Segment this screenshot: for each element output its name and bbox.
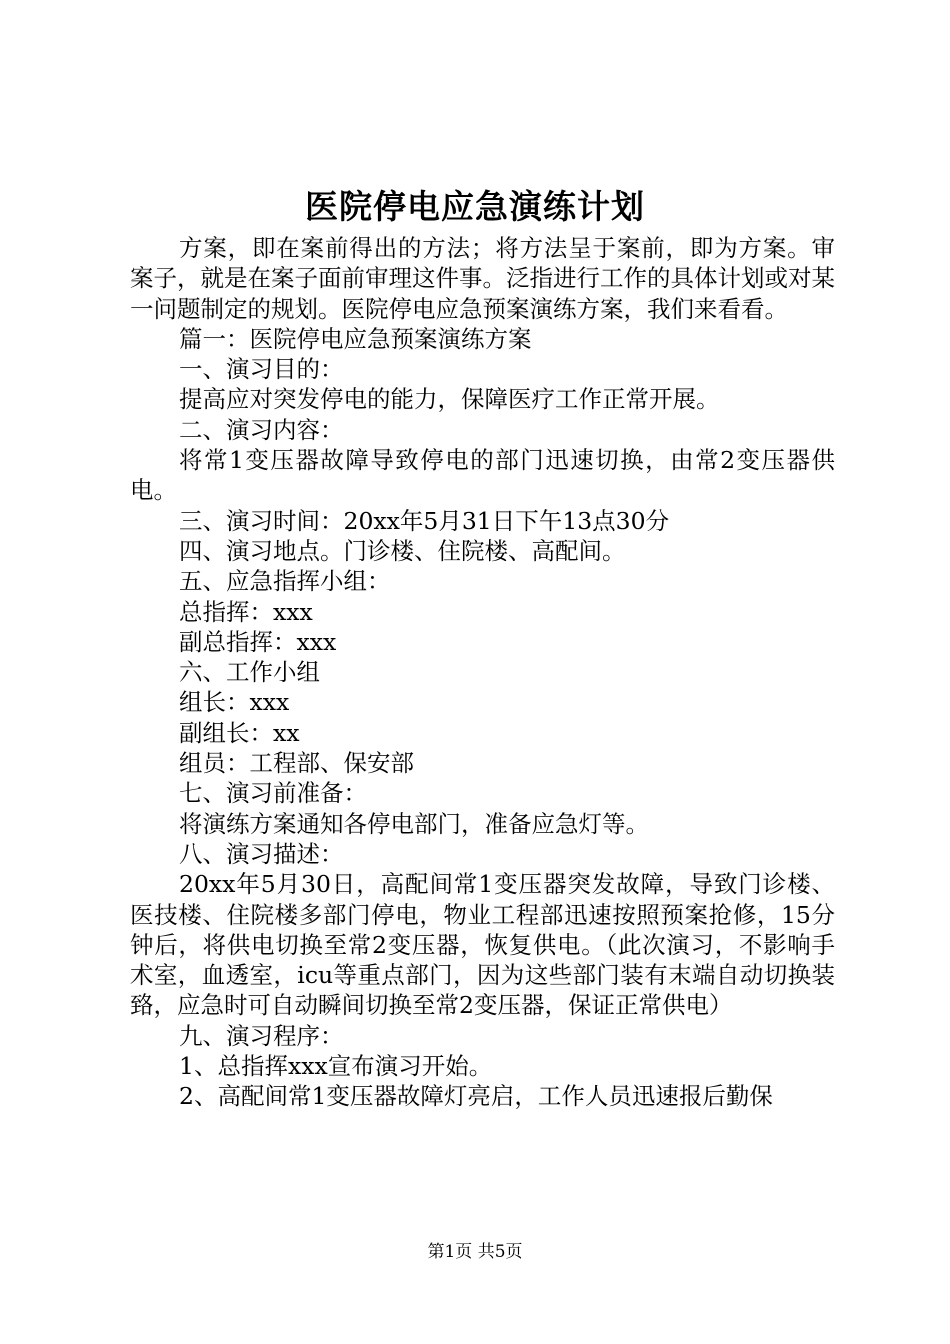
section-heading: 二、演习内容：	[179, 415, 344, 444]
document-title: 医院停电应急演练计划	[305, 187, 645, 226]
section-heading: 一、演习目的：	[179, 355, 344, 384]
paragraph: 副组长：xx	[179, 718, 300, 747]
section-heading: 八、演习描述：	[179, 839, 344, 868]
paragraph: 组长：xxx	[179, 688, 290, 717]
paragraph: 1、总指挥xxx宣布演习开始。	[179, 1052, 493, 1081]
section-heading: 九、演习程序：	[179, 1021, 344, 1050]
intro-paragraph: 方案，即在案前得出的方法；将方法呈于案前，即为方案。审案子，就是在案子面前审理这件事。泛指进行工作的具体计划或对某一问题制定的规划。医院停电应急预案演练方案，我们来看看。	[130, 234, 835, 323]
section-heading: 五、应急指挥小组：	[179, 567, 391, 596]
paragraph: 2、高配间常1变压器故障灯亮启，工作人员迅速报后勤保	[179, 1082, 773, 1111]
paragraph: 三、演习时间：20xx年5月31日下午13点30分	[179, 506, 670, 535]
paragraph: 副总指挥：xxx	[179, 627, 337, 656]
paragraph: 组员：工程部、保安部	[179, 749, 414, 778]
section-heading: 七、演习前准备：	[179, 779, 367, 808]
paragraph: 将演练方案通知各停电部门，准备应急灯等。	[179, 809, 649, 838]
paragraph: 提高应对突发停电的能力，保障医疗工作正常开展。	[179, 385, 720, 414]
page-footer: 第1页 共5页	[427, 1242, 523, 1262]
paragraph: 总指挥：xxx	[179, 597, 313, 626]
section-heading: 篇一：医院停电应急预案演练方案	[179, 324, 532, 353]
paragraph: 20xx年5月30日，高配间常1变压器突发故障，导致门诊楼、医技楼、住院楼多部门停电，物业工程部迅速按照预案抢修，15分钟后，将供电切换至常2变压器，恢复供电。（此次演习，不影响手术室，血透室，icu等重点部门，因为这些部门装有末端自动切换装臵，应急时可自动瞬间切换至常2变压器，保证正常供电）	[130, 870, 835, 1020]
section-heading: 六、工作小组	[179, 658, 320, 687]
paragraph: 将常1变压器故障导致停电的部门迅速切换，由常2变压器供电。	[130, 446, 835, 505]
document-body	[130, 233, 835, 1112]
paragraph: 四、演习地点。门诊楼、住院楼、高配间。	[179, 536, 626, 565]
